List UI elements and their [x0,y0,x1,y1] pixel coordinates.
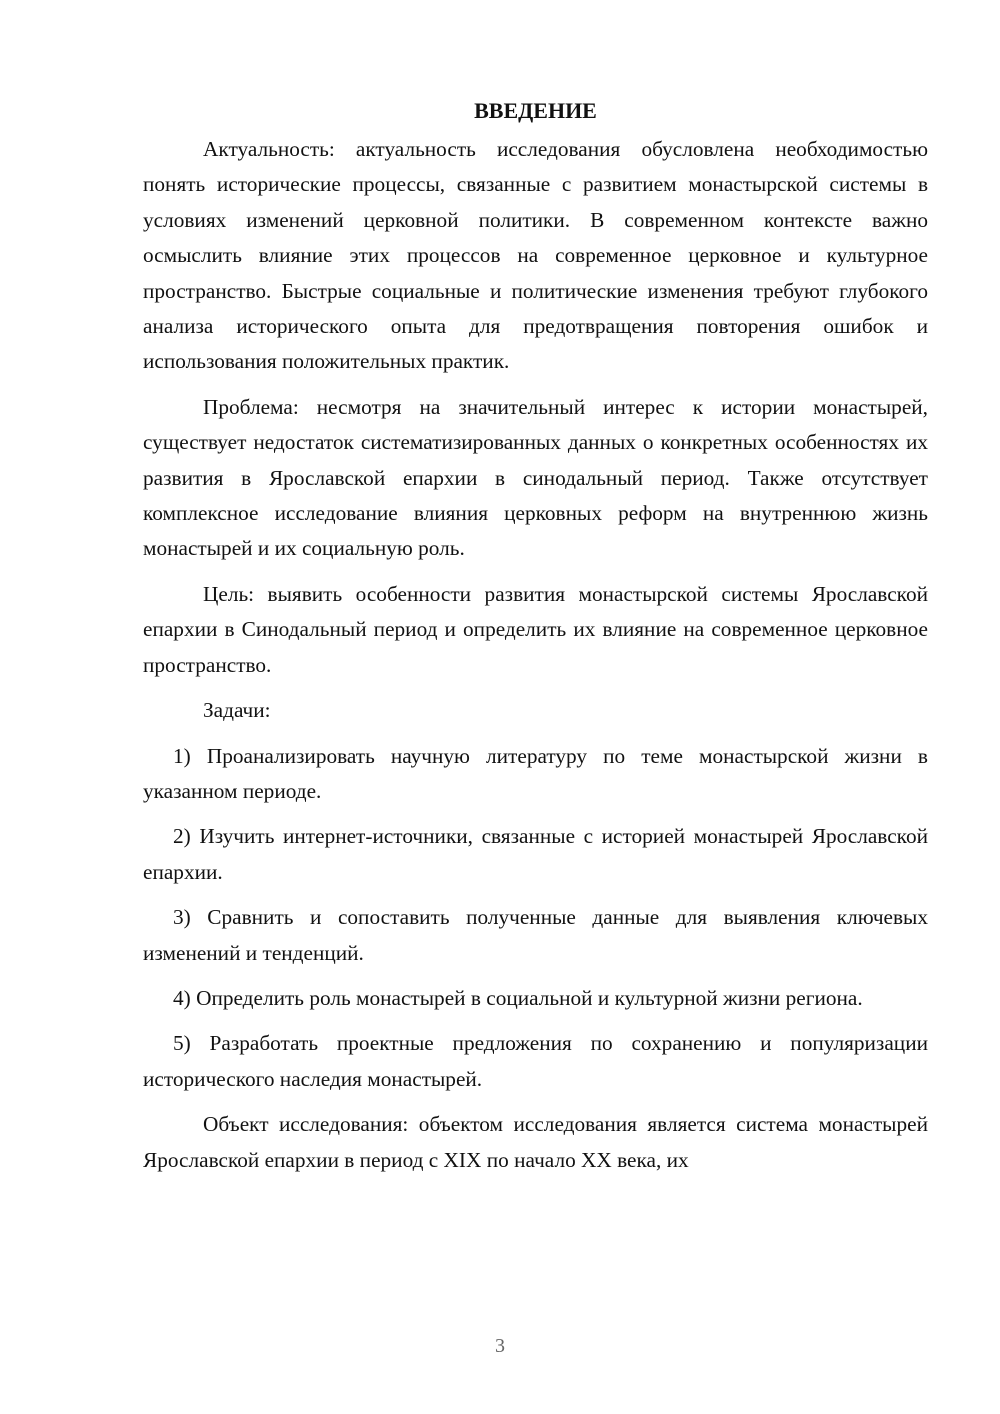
task-item: 4) Определить роль монастырей в социальной и культурной жизни региона. [173,985,863,1010]
task-item: 5) Разработать проектные предложения по сохранению и популяризации исторического наследия монастырей. [143,1031,928,1091]
task-item: 2) Изучить интернет-источники, связанные с историей монастырей Ярославской епархии. [143,824,928,884]
object-paragraph: Объект исследования: объектом исследования является система монастырей Ярославской епархии в период с XIX по начало XX века, их [143,1112,928,1172]
page-title: ВВЕДЕНИЕ [474,98,597,123]
tasks-heading: Задачи: [203,698,271,723]
problem-paragraph: Проблема: несмотря на значительный интерес к истории монастырей, существует недостаток систематизированных данных о конкретных особенностях их развития в Ярославской епархии в синодальный период. Также отсутствует комплексное исследование влияния церковных реформ на внутреннюю жизнь монастырей и их социальную роль. [143,394,928,561]
goal-paragraph: Цель: выявить особенности развития монастырской системы Ярославской епархии в Синодальный период и определить их влияние на современное церковное пространство. [143,581,928,677]
task-item: 3) Сравнить и сопоставить полученные данные для выявления ключевых изменений и тенденций. [143,905,928,965]
relevance-paragraph: Актуальность: актуальность исследования обусловлена необходимостью понять исторические процессы, связанные с развитием монастырской системы в условиях изменений церковной политики. В современном контексте важно осмыслить влияние этих процессов на современное церковное и культурное пространство. Быстрые социальные и политические изменения требуют глубокого анализа исторического опыта для предотвращения повторения ошибок и использования положительных практик. [143,137,928,374]
document-body [143,96,928,1188]
page-number: 3 [495,1335,505,1357]
task-item: 1) Проанализировать научную литературу по теме монастырской жизни в указанном периоде. [143,743,928,803]
